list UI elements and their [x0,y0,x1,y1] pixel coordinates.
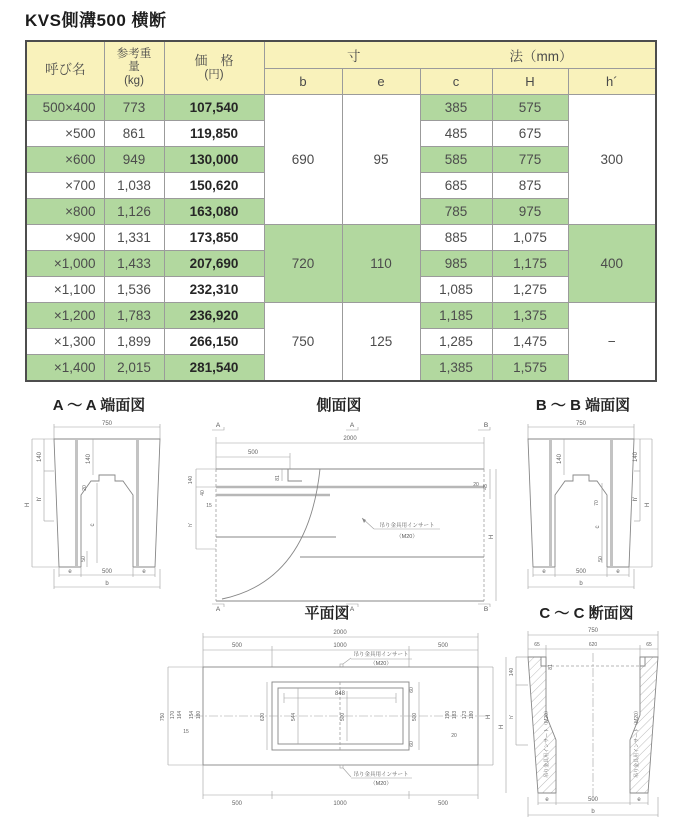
svg-text:（M20）: （M20） [370,661,392,667]
svg-text:50: 50 [598,556,604,562]
col-header-c: c [420,69,492,95]
svg-text:2000: 2000 [333,630,347,636]
svg-text:A: A [215,606,221,613]
svg-text:620: 620 [588,642,598,648]
aa-end-view [20,394,178,593]
cell-size-name: ×800 [26,199,104,225]
cell-size-name: ×1,400 [26,355,104,382]
svg-text:620: 620 [260,712,266,722]
cell-size-name: ×700 [26,173,104,199]
svg-text:H: H [486,714,492,720]
svg-text:180: 180 [469,710,475,720]
svg-text:164: 164 [177,710,183,720]
svg-text:H: H [489,534,495,540]
cell-dim-c: 1,385 [420,355,492,382]
svg-text:吊り金具用インサート（M20）: 吊り金具用インサート（M20） [544,708,550,778]
svg-text:H: H [25,502,31,508]
svg-text:500: 500 [247,450,259,456]
svg-text:b: b [105,581,109,587]
svg-text:15: 15 [183,729,189,735]
cell-dim-h2: − [568,303,656,382]
price-table-header [26,41,656,95]
svg-text:65: 65 [646,642,652,648]
cell-dim-c: 985 [420,251,492,277]
svg-text:h': h' [188,523,194,527]
svg-text:848: 848 [334,691,346,697]
svg-text:81: 81 [275,475,281,481]
col-header-b: b [264,69,342,95]
svg-text:e: e [142,569,146,575]
svg-text:20: 20 [451,733,457,739]
cell-price: 173,850 [164,225,264,251]
cell-weight: 1,433 [104,251,164,277]
col-header-e: e [342,69,420,95]
svg-text:吊り金具用インサート: 吊り金具用インサート [353,652,409,658]
cell-dim-c: 485 [420,121,492,147]
cell-dim-b: 690 [264,95,342,225]
cell-weight: 1,899 [104,329,164,355]
cell-dim-c: 885 [420,225,492,251]
cell-dim-e: 95 [342,95,420,225]
plan-view [148,602,506,819]
svg-text:H: H [645,502,651,508]
svg-text:h': h' [509,715,515,719]
svg-text:15: 15 [206,503,212,509]
svg-text:H: H [499,724,505,730]
price-table [25,40,657,382]
cell-dim-H: 1,275 [492,277,568,303]
svg-text:60: 60 [409,687,415,693]
cell-weight: 773 [104,95,164,121]
cell-weight: 2,015 [104,355,164,382]
cell-price: 207,690 [164,251,264,277]
cell-dim-H: 675 [492,121,568,147]
svg-text:500: 500 [587,797,599,803]
aa-end-view-title: A ～ A 端面図 [52,397,146,414]
cell-size-name: ×1,300 [26,329,104,355]
side-view-title: 側面図 [316,397,362,414]
cell-weight: 1,038 [104,173,164,199]
cell-price: 163,080 [164,199,264,225]
svg-text:h': h' [633,496,639,502]
table-row [26,303,656,329]
svg-text:500: 500 [340,712,346,722]
svg-text:750: 750 [575,421,587,427]
cell-size-name: ×500 [26,121,104,147]
svg-text:500: 500 [437,643,449,649]
cell-dim-H: 1,575 [492,355,568,382]
svg-text:50: 50 [81,556,87,562]
cell-dim-c: 785 [420,199,492,225]
svg-text:173: 173 [462,710,468,720]
cell-weight: 861 [104,121,164,147]
cell-dim-H: 775 [492,147,568,173]
svg-text:500: 500 [231,643,243,649]
svg-text:B: B [483,422,489,429]
col-header-h2: h´ [568,69,656,95]
cell-dim-H: 1,375 [492,303,568,329]
svg-text:b: b [579,581,583,587]
cell-dim-h2: 300 [568,95,656,225]
svg-text:e: e [68,569,72,575]
svg-text:吊り金具用インサート: 吊り金具用インサート [353,772,409,778]
aa-end-view-drawing [20,417,178,593]
svg-text:140: 140 [86,453,92,465]
cell-size-name: ×1,000 [26,251,104,277]
cell-weight: 1,536 [104,277,164,303]
cell-size-name: 500×400 [26,95,104,121]
svg-text:吊り金具用インサート（M20）: 吊り金具用インサート（M20） [634,708,640,778]
svg-text:1000: 1000 [333,643,347,649]
svg-text:500: 500 [231,801,243,807]
svg-text:183: 183 [452,710,458,720]
svg-text:500: 500 [437,801,449,807]
svg-text:140: 140 [37,451,43,463]
cell-price: 107,540 [164,95,264,121]
cell-dim-H: 975 [492,199,568,225]
cell-price: 119,850 [164,121,264,147]
cell-dim-b: 720 [264,225,342,303]
svg-text:60: 60 [409,741,415,747]
svg-text:65: 65 [534,642,540,648]
side-view-drawing [178,417,500,617]
svg-text:2000: 2000 [343,436,357,442]
svg-text:190: 190 [445,710,451,720]
svg-text:750: 750 [160,712,166,722]
svg-text:81: 81 [548,664,554,670]
cell-dim-e: 110 [342,225,420,303]
cell-price: 281,540 [164,355,264,382]
plan-view-title: 平面図 [304,605,350,622]
svg-text:750: 750 [587,628,599,634]
cell-size-name: ×600 [26,147,104,173]
svg-text:140: 140 [557,453,563,465]
svg-text:（M20）: （M20） [396,534,418,540]
cell-dim-c: 585 [420,147,492,173]
cell-dim-c: 1,285 [420,329,492,355]
svg-text:A: A [349,422,355,429]
cell-dim-h2: 400 [568,225,656,303]
cell-weight: 1,331 [104,225,164,251]
svg-text:40: 40 [200,490,206,496]
svg-text:170: 170 [170,710,176,720]
cell-dim-b: 750 [264,303,342,382]
plan-view-drawing [148,625,506,819]
cell-dim-c: 1,085 [420,277,492,303]
svg-text:A: A [349,606,355,613]
cell-size-name: ×1,200 [26,303,104,329]
cell-dim-e: 125 [342,303,420,382]
svg-text:（M20）: （M20） [370,781,392,787]
svg-text:B: B [483,606,489,613]
bb-end-view-title: B ～ B 端面図 [535,397,631,414]
cell-weight: 1,783 [104,303,164,329]
svg-text:20: 20 [473,482,479,488]
svg-text:20: 20 [82,485,88,491]
svg-text:c: c [90,523,96,527]
svg-text:吊り金具用インサート: 吊り金具用インサート [379,523,435,529]
svg-text:70: 70 [594,500,600,506]
cell-price: 130,000 [164,147,264,173]
cell-dim-H: 1,175 [492,251,568,277]
cell-weight: 1,126 [104,199,164,225]
bb-end-view-drawing [498,417,668,593]
svg-text:500: 500 [412,712,418,722]
col-header-H: H [492,69,568,95]
svg-text:e: e [616,569,620,575]
cell-price: 266,150 [164,329,264,355]
table-row [26,95,656,121]
cc-section-view-title: C ～ C 断面図 [539,605,634,622]
price-table-body [26,95,656,382]
cc-section-view-drawing [498,625,675,821]
cell-dim-H: 575 [492,95,568,121]
svg-text:b: b [591,809,595,815]
cell-dim-H: 875 [492,173,568,199]
svg-text:c: c [595,525,601,529]
svg-text:e: e [545,797,549,803]
svg-text:A: A [215,422,221,429]
col-header-name: 呼び名 [26,41,104,95]
cell-price: 232,310 [164,277,264,303]
svg-text:45: 45 [483,484,489,490]
svg-text:e: e [637,797,641,803]
table-row [26,225,656,251]
svg-text:140: 140 [509,667,515,677]
cell-dim-c: 685 [420,173,492,199]
side-view [178,394,500,617]
col-header-price: 価 格 (円) [164,41,264,95]
col-header-dimensions: 寸 法（mm） [264,41,656,69]
svg-text:500: 500 [575,569,587,575]
cell-dim-H: 1,075 [492,225,568,251]
svg-text:154: 154 [189,710,195,720]
svg-text:h': h' [37,496,43,502]
svg-text:750: 750 [101,421,113,427]
svg-text:140: 140 [633,451,639,463]
cell-price: 150,620 [164,173,264,199]
svg-text:e: e [542,569,546,575]
col-header-weight: 参考重量 (kg) [104,41,164,95]
svg-text:1000: 1000 [333,801,347,807]
cell-dim-H: 1,475 [492,329,568,355]
cell-size-name: ×1,100 [26,277,104,303]
cc-section-view [498,602,675,821]
cell-size-name: ×900 [26,225,104,251]
svg-text:500: 500 [101,569,113,575]
cell-dim-c: 1,185 [420,303,492,329]
svg-text:140: 140 [188,475,194,485]
bb-end-view [498,394,668,593]
cell-dim-c: 385 [420,95,492,121]
cell-weight: 949 [104,147,164,173]
svg-text:544: 544 [291,712,297,722]
svg-text:180: 180 [196,710,202,720]
page-title: KVS側溝500 横断 [25,11,167,30]
cell-price: 236,920 [164,303,264,329]
